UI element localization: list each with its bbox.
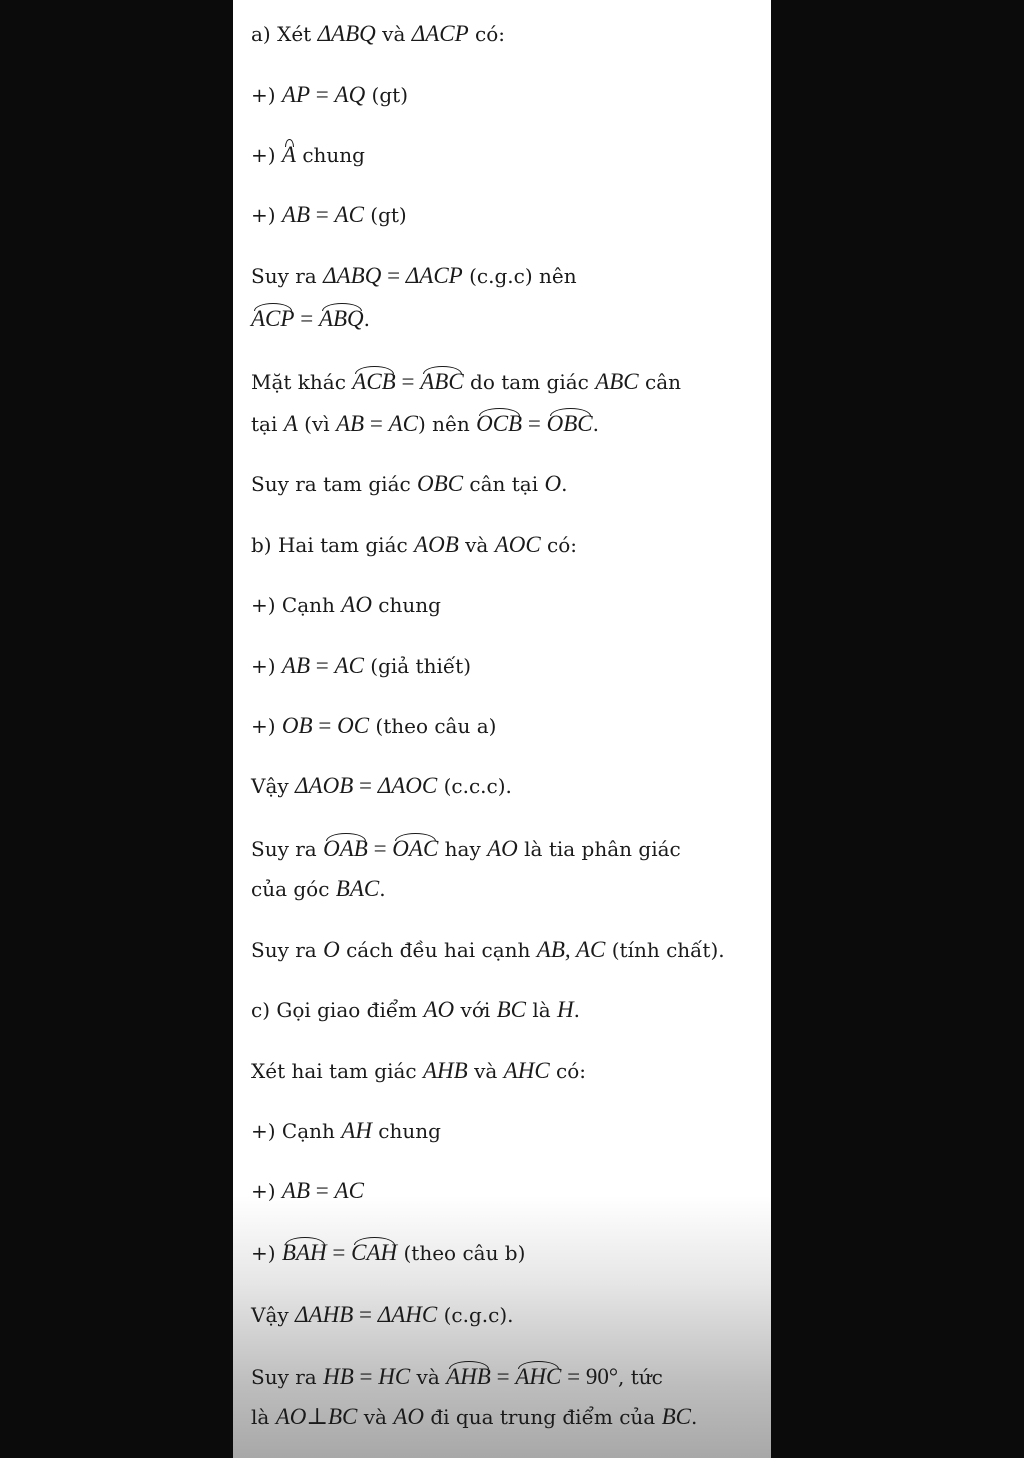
text-segment: (theo câu b) (397, 1241, 526, 1265)
math-expression: AB (281, 1178, 311, 1203)
math-expression: AC (334, 653, 364, 678)
math-operator: = (326, 1240, 352, 1265)
text-segment: cách đều hai cạnh (339, 938, 537, 962)
math-operator: = (310, 202, 335, 227)
math-expression: BC (496, 997, 526, 1022)
text-segment: (c.c.c). (437, 774, 512, 798)
text-segment: . (561, 472, 568, 496)
math-expression: AQ (334, 82, 366, 107)
math-expression: ΔABQ (323, 263, 382, 288)
text-segment: (giả thiết) (363, 654, 472, 678)
math-operator: = (381, 263, 406, 288)
text-segment: +) (251, 654, 282, 678)
text-segment: . (363, 307, 371, 331)
text-segment: +) (251, 714, 282, 738)
text-segment: b) Hai tam giác (251, 533, 415, 557)
text-segment: cân tại (463, 472, 545, 496)
text-line (251, 369, 681, 395)
text-segment: +) (251, 83, 282, 107)
text-segment: và (375, 22, 412, 46)
math-operator: = (294, 306, 319, 331)
math-expression: ΔAOC (377, 773, 438, 798)
text-segment: và (458, 533, 495, 557)
text-segment: , tức (618, 1365, 663, 1389)
text-segment: chung (295, 143, 365, 167)
text-segment: (gt) (363, 203, 407, 227)
math-expression: AP (281, 82, 311, 107)
math-operator: = (395, 369, 421, 394)
math-expression: AO (341, 592, 372, 617)
text-line (251, 1178, 364, 1204)
text-line (251, 836, 681, 862)
math-expression: ΔAHC (377, 1302, 438, 1327)
text-segment: Vậy (251, 774, 296, 798)
text-segment: và (410, 1365, 447, 1389)
text-segment: . (379, 877, 386, 901)
angle-notation: CAH (351, 1240, 398, 1265)
angle-notation: OBC (546, 411, 593, 436)
math-expression: AO (393, 1404, 424, 1429)
text-line (251, 997, 580, 1023)
angle-notation: ABQ (318, 306, 364, 331)
math-operator: = (367, 836, 393, 861)
text-segment: của góc (251, 877, 336, 901)
math-expression: AHC (503, 1058, 550, 1083)
text-line (251, 532, 577, 558)
text-line (251, 1118, 441, 1144)
text-line (251, 21, 505, 47)
math-expression: ΔACP (405, 263, 463, 288)
math-operator: = (310, 1178, 335, 1203)
text-segment: a) Xét (251, 22, 318, 46)
text-line (251, 1404, 697, 1430)
angle-notation: ABC (420, 369, 464, 394)
text-line (251, 713, 496, 739)
text-segment: Suy ra tam giác (251, 472, 418, 496)
text-segment: và (357, 1405, 394, 1429)
angle-notation: AHC (515, 1364, 562, 1389)
math-expression: AO (487, 836, 518, 861)
text-segment: +) (251, 1241, 282, 1265)
math-expression: AB (336, 411, 365, 436)
text-line (251, 263, 577, 289)
text-line (251, 773, 512, 799)
text-segment: Mặt khác (251, 370, 353, 394)
math-expression: ΔAOB (295, 773, 354, 798)
math-expression: AO (423, 997, 455, 1022)
text-segment: chung (371, 593, 441, 617)
text-segment: ) nên (417, 412, 477, 436)
angle-notation: BAH (281, 1240, 327, 1265)
text-segment: Suy ra (251, 264, 324, 288)
text-segment: Xét hai tam giác (251, 1059, 423, 1083)
text-segment: . (592, 412, 599, 436)
text-segment: +) (251, 1179, 282, 1203)
text-line (251, 592, 441, 618)
text-segment: (c.g.c). (437, 1303, 514, 1327)
text-segment: là tia phân giác (517, 837, 681, 861)
math-operator: = (490, 1364, 516, 1389)
math-expression: AC (334, 1178, 364, 1203)
text-segment: đi qua trung điểm của (423, 1405, 662, 1429)
angle-notation: OAB (323, 836, 368, 861)
math-expression: ABC (595, 369, 639, 394)
math-expression: OB (281, 713, 313, 738)
text-segment: +) Cạnh (251, 1119, 342, 1143)
text-line (251, 471, 567, 497)
math-operator: = (310, 653, 335, 678)
text-line (251, 1240, 525, 1266)
text-segment: +) Cạnh (251, 593, 342, 617)
text-line (251, 142, 365, 168)
text-segment: có: (549, 1059, 586, 1083)
math-operator: = (353, 1364, 379, 1389)
text-segment: do tam giác (463, 370, 596, 394)
text-line (251, 937, 725, 963)
math-expression: AB (281, 653, 311, 678)
math-expression: OC (337, 713, 370, 738)
math-expression: H (557, 997, 574, 1022)
text-segment: Vậy (251, 1303, 296, 1327)
math-expression: AC (388, 411, 418, 436)
math-expression: A (283, 411, 298, 436)
text-line (251, 202, 407, 228)
text-segment: hay (438, 837, 488, 861)
math-expression: BC (661, 1404, 691, 1429)
math-expression: HB (323, 1364, 354, 1389)
text-segment: (tính chất). (605, 938, 725, 962)
text-line (251, 876, 386, 902)
angle-notation: ACB (352, 369, 396, 394)
text-line (251, 82, 408, 108)
math-expression: BAC (335, 876, 380, 901)
text-line (251, 1302, 513, 1328)
text-segment: với (454, 998, 497, 1022)
text-segment: (vì (297, 412, 336, 436)
text-segment: Suy ra (251, 837, 324, 861)
text-segment: tại (251, 412, 284, 436)
math-expression: O (544, 471, 562, 496)
text-line (251, 306, 370, 332)
document-page (233, 0, 771, 1458)
math-operator: = (310, 82, 335, 107)
math-expression: AC (334, 202, 364, 227)
math-expression: OBC (417, 471, 464, 496)
text-segment: có: (468, 22, 506, 46)
math-operator: = (353, 773, 378, 798)
math-expression: ΔACP (411, 21, 469, 46)
text-segment: có: (540, 533, 578, 557)
angle-notation: OCB (476, 411, 523, 436)
text-segment: (c.g.c) nên (462, 264, 577, 288)
math-operator: = (353, 1302, 378, 1327)
math-operator: = (312, 713, 338, 738)
text-line (251, 411, 599, 437)
text-segment: +) (251, 143, 282, 167)
text-segment: +) (251, 203, 282, 227)
math-expression: AO⊥BC (275, 1404, 358, 1429)
text-segment: Suy ra (251, 938, 324, 962)
angle-notation: AHB (446, 1364, 491, 1389)
angle-notation: ACP (251, 306, 295, 331)
angle-notation: OAC (392, 836, 439, 861)
math-expression: AHB (423, 1058, 468, 1083)
math-expression: AB, AC (536, 937, 606, 962)
angle-notation: A (281, 142, 296, 167)
text-line (251, 653, 471, 679)
text-segment: (theo câu a) (369, 714, 497, 738)
math-operator: = (522, 411, 547, 436)
text-segment: . (573, 998, 581, 1022)
text-line (251, 1058, 586, 1084)
text-segment: Suy ra (251, 1365, 324, 1389)
math-expression: ΔABQ (317, 21, 376, 46)
text-segment: (gt) (365, 83, 408, 107)
text-segment: . (690, 1405, 698, 1429)
math-expression: O (323, 937, 340, 962)
math-operator: = (364, 411, 389, 436)
text-segment: là (251, 1405, 276, 1429)
math-expression: AH (341, 1118, 372, 1143)
text-segment: chung (371, 1119, 441, 1143)
math-expression: AB (281, 202, 311, 227)
math-operator: = 90° (561, 1364, 619, 1389)
math-expression: AOC (494, 532, 541, 557)
text-segment: và (467, 1059, 504, 1083)
text-segment: c) Gọi giao điểm (251, 998, 424, 1022)
math-expression: AOB (414, 532, 459, 557)
text-segment: cân (638, 370, 682, 394)
math-expression: ΔAHB (295, 1302, 354, 1327)
text-segment: là (526, 998, 558, 1022)
math-expression: HC (378, 1364, 411, 1389)
text-line (251, 1364, 663, 1390)
